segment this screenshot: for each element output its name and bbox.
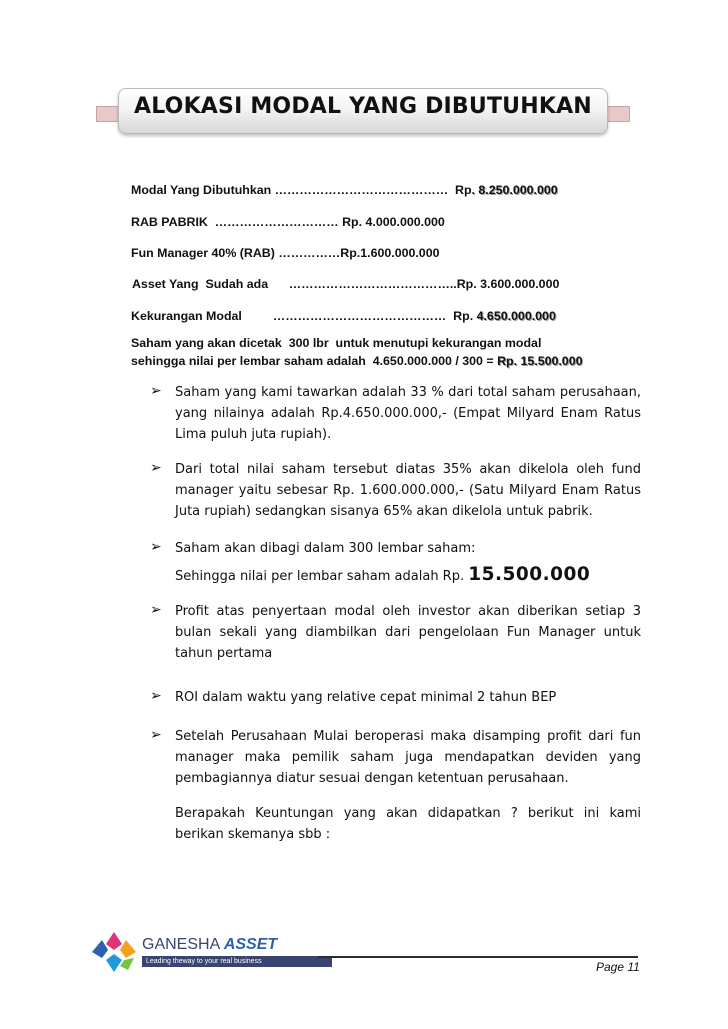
page-title: ALOKASI MODAL YANG DIBUTUHKAN — [134, 94, 592, 119]
summary-saham-line2 — [131, 354, 582, 368]
bullet-icon: ➢ — [150, 727, 162, 743]
company-logo — [88, 930, 328, 974]
bullet-text: Saham akan dibagi dalam 300 lembar saham: — [175, 541, 476, 556]
summary-saham-value: Rp. 15.500.000 — [497, 354, 583, 368]
summary-rab: RAB PABRIK ………………………… Rp. 4.000.000.000 — [131, 215, 445, 229]
summary-fund-manager: Fun Manager 40% (RAB) ……………Rp.1.600.000.000 — [131, 246, 440, 260]
footer-divider — [318, 956, 638, 958]
bullet-text: Profit atas penyertaan modal oleh investor akan diberikan setiap 3 bulan sekali yang diambilkan dari pengelolaan Fun Manager untuk tahun pertama — [175, 604, 641, 661]
bullet-extra-paragraph: Berapakah Keuntungan yang akan didapatkan ? berikut ini kami berikan skemanya sbb : — [175, 806, 641, 842]
bullet-text: Saham yang kami tawarkan adalah 33 % dari total saham perusahaan, yang nilainya adalah Rp.4.650.000.000,- (Empat Milyard Enam Ratus Lima puluh juta rupiah). — [175, 385, 641, 442]
bullet-subline — [175, 563, 641, 589]
bullet-icon: ➢ — [150, 383, 162, 399]
page-number: Page 11 — [596, 960, 640, 974]
bullet-icon: ➢ — [150, 539, 162, 555]
logo-name-text: GANESHA — [142, 936, 220, 953]
bullet-icon: ➢ — [150, 460, 162, 476]
logo-tagline: Leading theway to your real business — [142, 956, 332, 967]
sub-label: Sehingga nilai per lembar saham adalah Rp. — [175, 569, 469, 584]
summary-saham-line1: Saham yang akan dicetak 300 lbr untuk menutupi kekurangan modal — [131, 336, 542, 350]
title-banner — [96, 84, 628, 134]
summary-kekurangan — [131, 309, 556, 323]
summary-modal — [131, 183, 558, 197]
bullet-icon: ➢ — [150, 602, 162, 618]
logo-mark-icon — [88, 930, 140, 974]
summary-kekurangan-label: Kekurangan Modal …………………………………… Rp. — [131, 309, 477, 323]
bullet-text: ROI dalam waktu yang relative cepat minimal 2 tahun BEP — [175, 690, 557, 705]
summary-modal-value: . 8.250.000.000 — [471, 183, 558, 197]
logo-name-bold: ASSET — [223, 936, 278, 953]
summary-modal-label: Modal Yang Dibutuhkan …………………………………… Rp — [131, 183, 472, 197]
bullet-icon: ➢ — [150, 688, 162, 704]
summary-asset: Asset Yang Sudah ada …………………………………..Rp. 3.600.000.000 — [129, 277, 560, 291]
bullet-text: Setelah Perusahaan Mulai beroperasi maka disamping profit dari fun manager maka pemilik saham juga mendapatkan deviden yang pembagiannya diatur sesuai dengan ketentuan perusahaan. — [175, 729, 641, 786]
logo-wordmark — [142, 936, 277, 954]
bullet-text: Dari total nilai saham tersebut diatas 35% akan dikelola oleh fund manager yaitu sebesar Rp. 1.600.000.000,- (Satu Milyard Enam Ratus Juta rupiah) sedangkan sisanya 65% akan dikelola untuk pabrik. — [175, 462, 641, 519]
sub-value: 15.500.000 — [468, 564, 591, 585]
summary-saham-label: sehingga nilai per lembar saham adalah 4.650.000.000 / 300 = — [131, 354, 498, 368]
summary-kekurangan-value: 4.650.000.000 — [476, 309, 556, 323]
